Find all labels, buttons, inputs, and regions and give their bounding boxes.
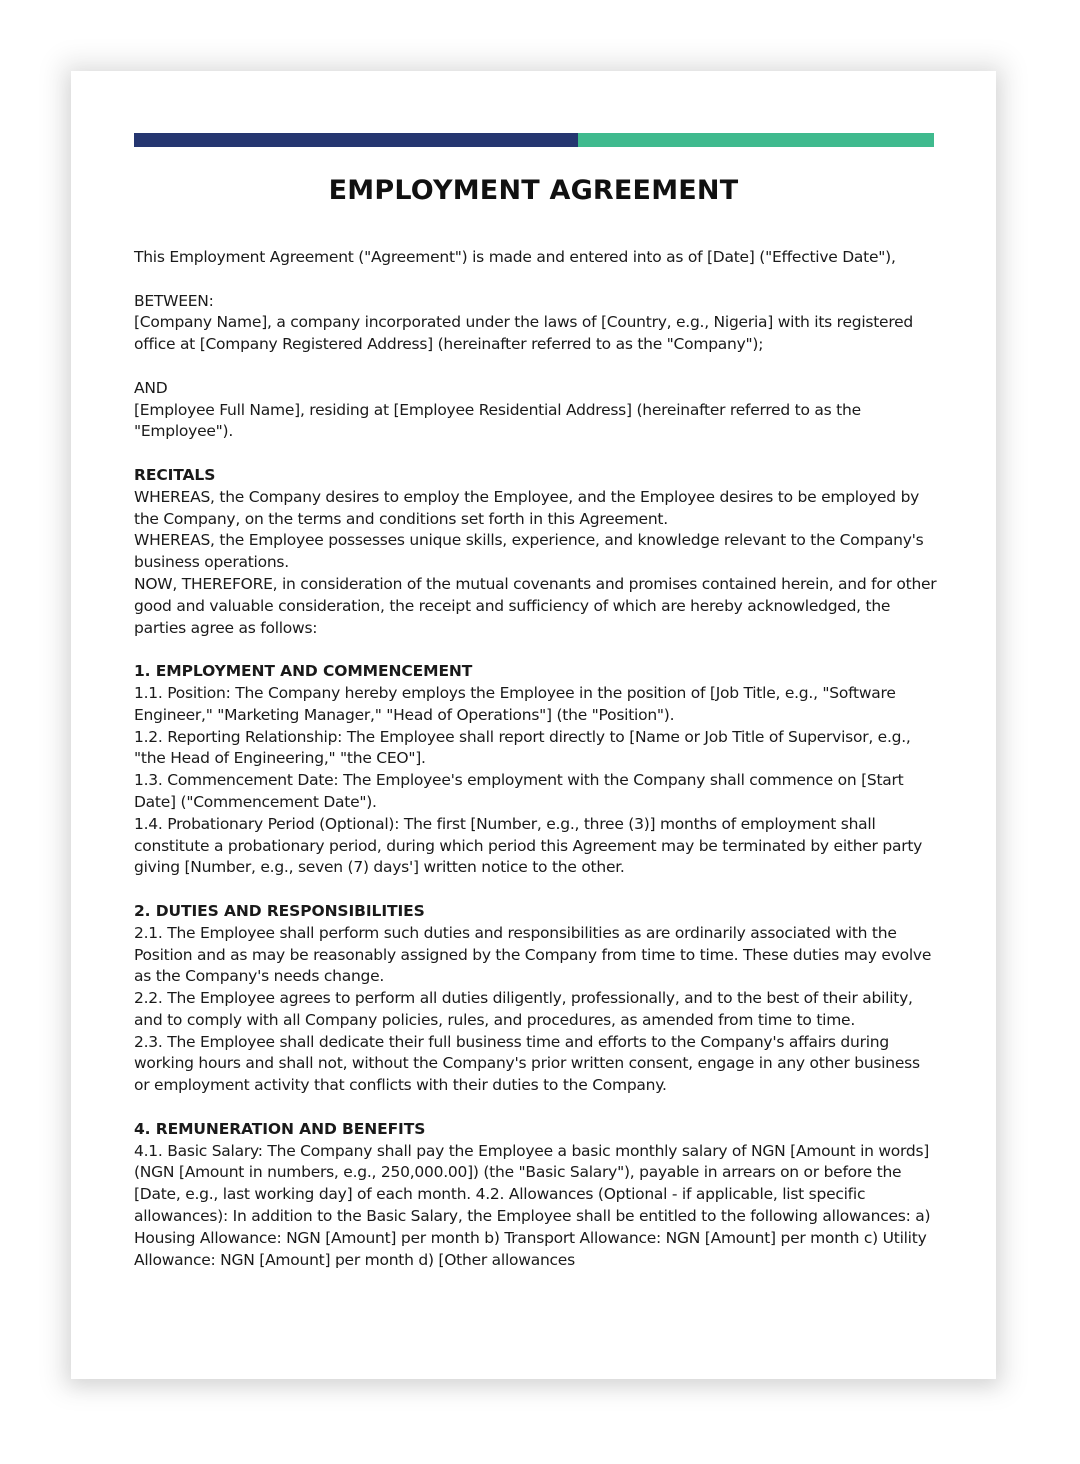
clause-paragraph: 4.1. Basic Salary: The Company shall pay the Employee a basic monthly salary of NGN [Amount in words] (NGN [Amount in numbers, e.g., 250,000.00]) (the "Basic Salary"), payable in arrears on or before the [Date, e.g., last working day] of each month. 4.2. Allowances (Optional - if applicable, list specific allowances): In addition to the Basic Salary, the Employee shall be entitled to the following allowances: a) Housing Allowance: NGN [Amount] per month b) Transport Allowance: NGN [Amount] per month c) Utility Allowance: NGN [Amount] per month d) [Other allowances	[134, 1141, 931, 1269]
and-label: AND	[134, 378, 168, 397]
clause-paragraph: 1.2. Reporting Relationship: The Employee shall report directly to [Name or Job Title of Supervisor, e.g., "the Head of Engineering," "the CEO"].	[134, 727, 911, 768]
section-heading: 4. REMUNERATION AND BENEFITS	[134, 1119, 426, 1138]
section-heading: 1. EMPLOYMENT AND COMMENCEMENT	[134, 662, 473, 681]
document-page	[71, 71, 996, 1379]
company-party-paragraph: [Company Name], a company incorporated under the laws of [Country, e.g., Nigeria] with its registered office at [Company Registered Address] (hereinafter referred to as the "Company");	[134, 313, 913, 354]
between-label: BETWEEN:	[134, 291, 214, 310]
intro-paragraph: This Employment Agreement ("Agreement") is made and entered into as of [Date] ("Effective Date"),	[134, 248, 896, 266]
accent-bar-navy	[134, 133, 578, 147]
document-body	[134, 247, 937, 1271]
recital-line: WHEREAS, the Employee possesses unique skills, experience, and knowledge relevant to the Company's business operations.	[134, 531, 924, 572]
section-heading: 2. DUTIES AND RESPONSIBILITIES	[134, 901, 425, 920]
document-title: EMPLOYMENT AGREEMENT	[328, 175, 739, 206]
clause-paragraph: 2.2. The Employee agrees to perform all duties diligently, professionally, and to the best of their ability, and to comply with all Company policies, rules, and procedures, as amended from time to time.	[134, 989, 913, 1029]
clause-paragraph: 2.3. The Employee shall dedicate their full business time and efforts to the Company's affairs during working hours and shall not, without the Company's prior written consent, engage in any other business or employment activity that conflicts with their duties to the Company.	[134, 1032, 920, 1095]
header-accent-bar	[134, 133, 934, 147]
clause-paragraph: 1.3. Commencement Date: The Employee's employment with the Company shall commence on [Start Date] ("Commencement Date").	[134, 771, 904, 811]
recitals-heading: RECITALS	[134, 465, 216, 484]
employee-party-paragraph: [Employee Full Name], residing at [Employee Residential Address] (hereinafter referred to as the "Employee").	[134, 400, 861, 441]
recital-line: WHEREAS, the Company desires to employ the Employee, and the Employee desires to be employed by the Company, on the terms and conditions set forth in this Agreement.	[134, 487, 920, 528]
recital-line: NOW, THEREFORE, in consideration of the mutual covenants and promises contained herein, and for other good and valuable consideration, the receipt and sufficiency of which are hereby acknowledged, the parties agree as follows:	[134, 574, 937, 637]
accent-bar-green	[578, 133, 934, 147]
clause-paragraph: 1.1. Position: The Company hereby employs the Employee in the position of [Job Title, e.g., "Software Engineer," "Marketing Manager," "Head of Operations"] (the "Position").	[134, 683, 896, 724]
clause-paragraph: 2.1. The Employee shall perform such duties and responsibilities as are ordinarily associated with the Position and as may be reasonably assigned by the Company from time to time. These duties may evolve as the Company's needs change.	[134, 923, 932, 986]
clause-paragraph: 1.4. Probationary Period (Optional): The first [Number, e.g., three (3)] months of employment shall constitute a probationary period, during which period this Agreement may be terminated by either party giving [Number, e.g., seven (7) days'] written notice to the other.	[134, 814, 923, 877]
